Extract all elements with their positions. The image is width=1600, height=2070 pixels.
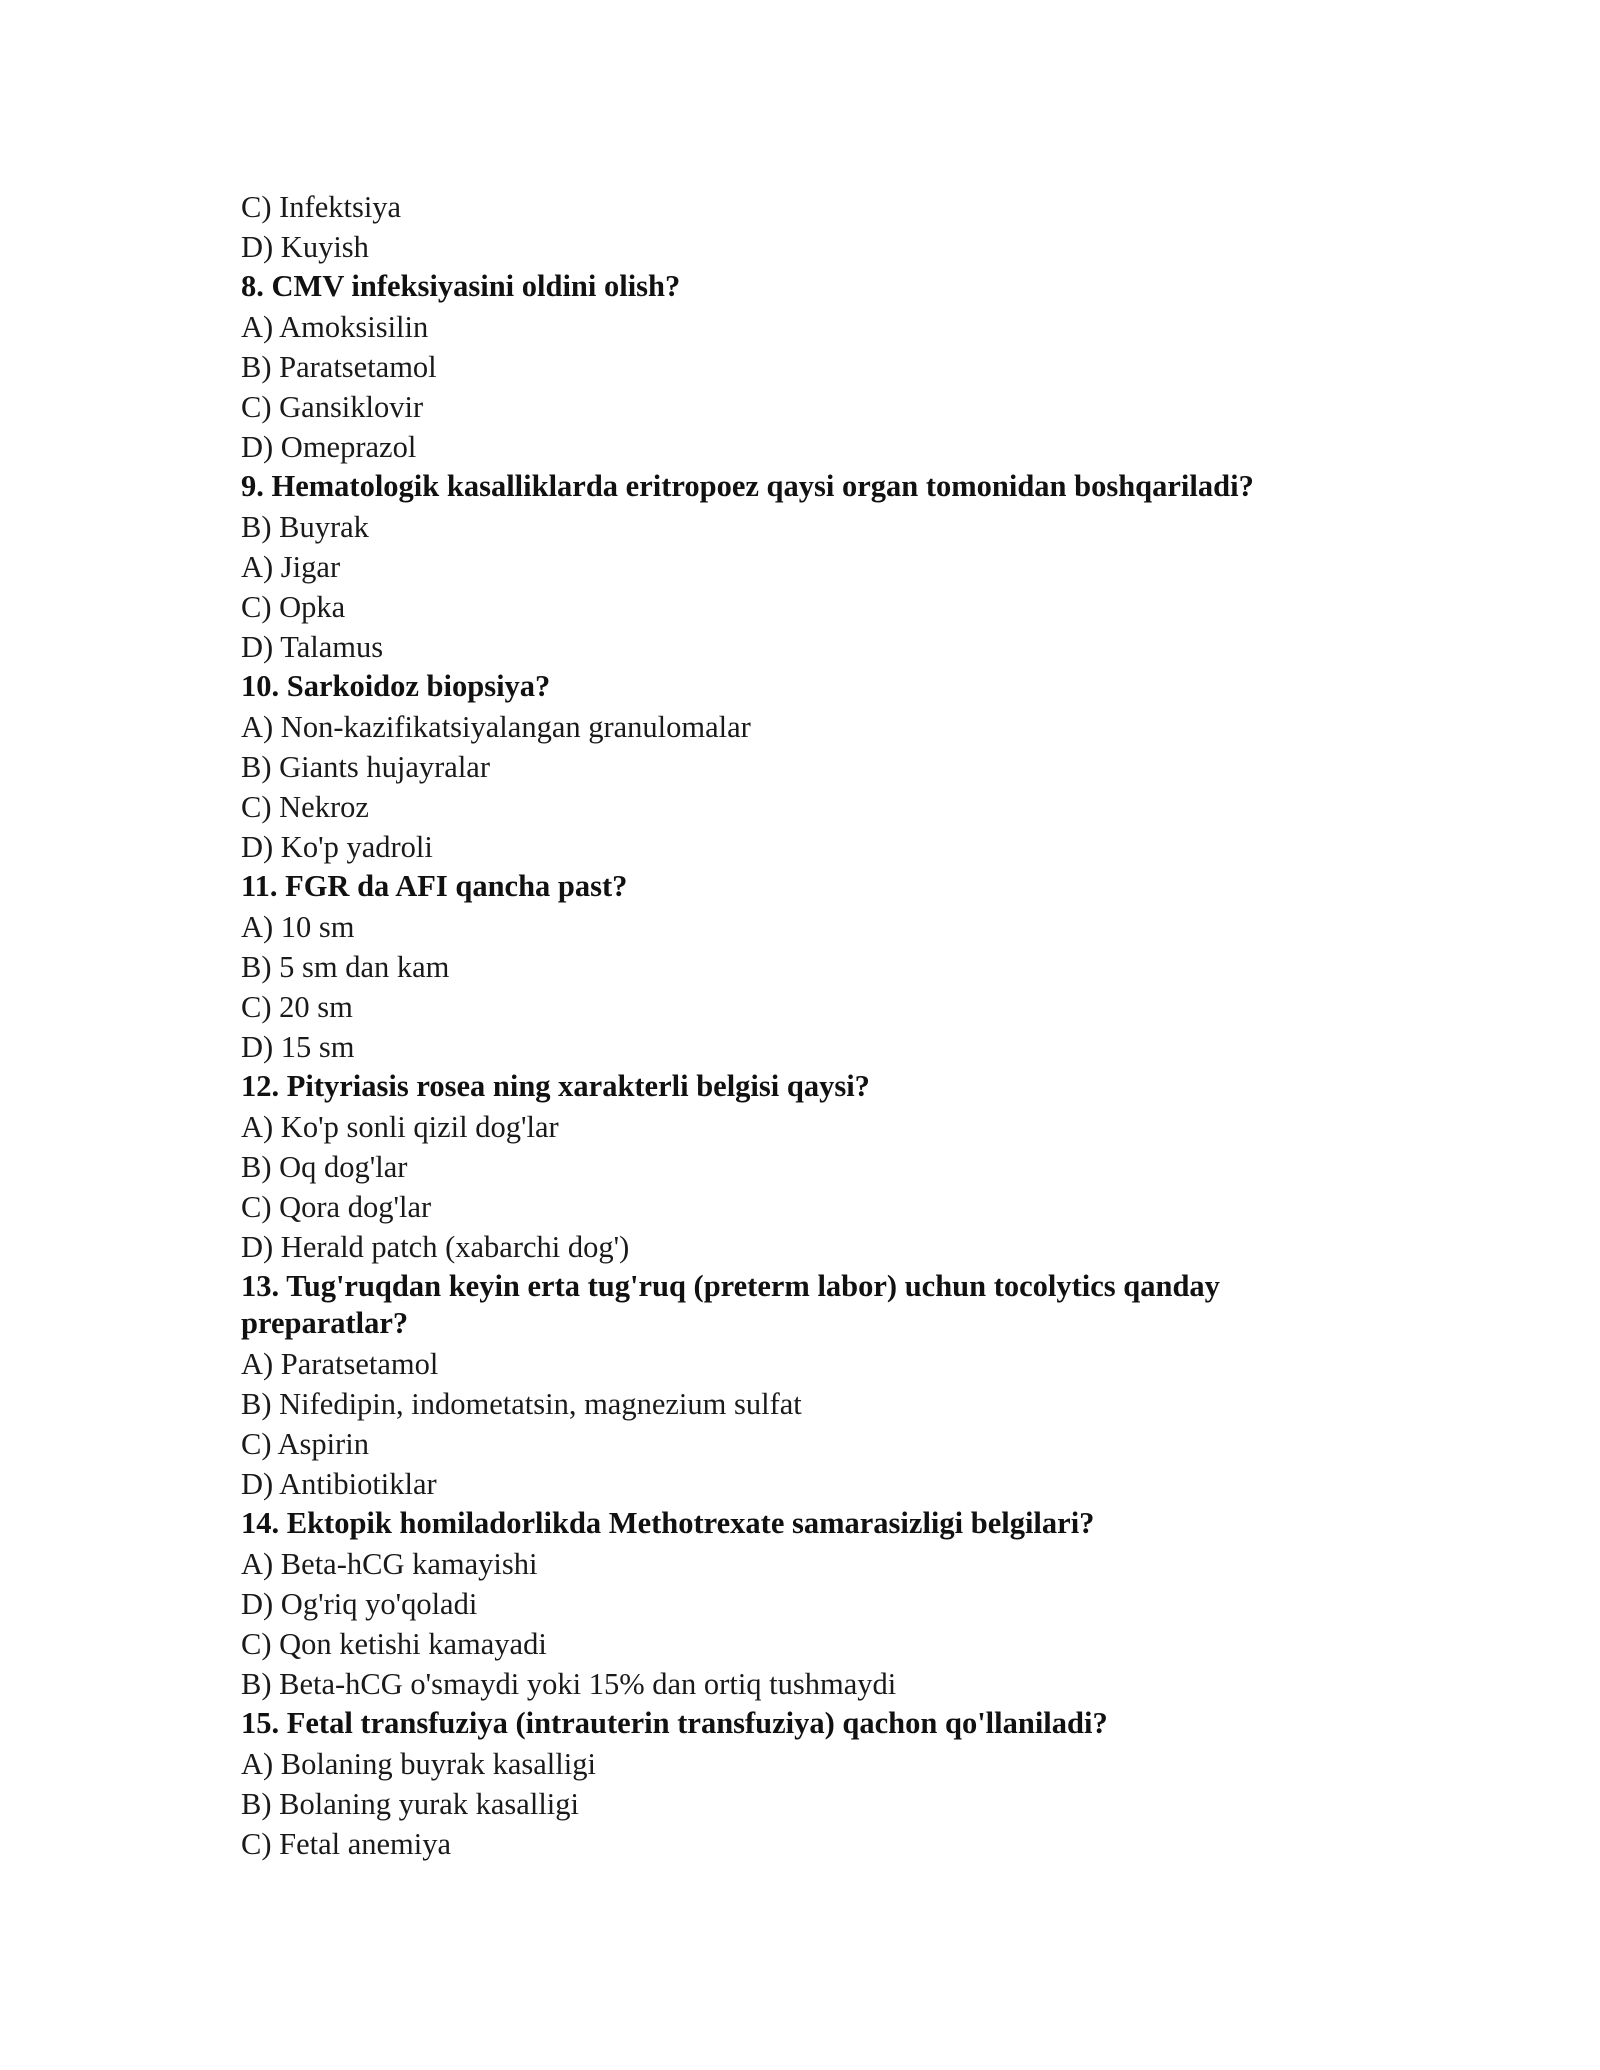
question-heading: 14. Ektopik homiladorlikda Methotrexate samarasizligi belgilari?	[241, 1506, 1095, 1540]
answer-option: D) Ko'p yadroli	[241, 830, 433, 864]
question-heading: 10. Sarkoidoz biopsiya?	[241, 669, 551, 703]
answer-option: A) Paratsetamol	[241, 1347, 439, 1381]
answer-option: D) Talamus	[241, 630, 384, 664]
question-heading: 13. Tug'ruqdan keyin erta tug'ruq (preterm labor) uchun tocolytics qanday preparatlar?	[241, 1269, 1220, 1340]
answer-option: B) Bolaning yurak kasalligi	[241, 1787, 579, 1821]
answer-option: C) Opka	[241, 590, 346, 624]
question-heading: 9. Hematologik kasalliklarda eritropoez qaysi organ tomonidan boshqariladi?	[241, 469, 1254, 503]
answer-option: D) Antibiotiklar	[241, 1467, 437, 1501]
answer-option: A) Non-kazifikatsiyalangan granulomalar	[241, 710, 751, 744]
question-list	[241, 187, 1361, 1864]
answer-option: C) Aspirin	[241, 1427, 369, 1461]
answer-option: A) Bolaning buyrak kasalligi	[241, 1747, 596, 1781]
answer-option: B) Giants hujayralar	[241, 750, 491, 784]
answer-option: D) Herald patch (xabarchi dog')	[241, 1230, 630, 1264]
answer-option: C) Infektsiya	[241, 190, 402, 224]
question-heading: 12. Pityriasis rosea ning xarakterli belgisi qaysi?	[241, 1069, 870, 1103]
answer-option: D) Omeprazol	[241, 430, 417, 464]
answer-option: B) Oq dog'lar	[241, 1150, 408, 1184]
answer-option: A) Beta-hCG kamayishi	[241, 1547, 538, 1581]
answer-option: A) 10 sm	[241, 910, 355, 944]
question-heading: 11. FGR da AFI qancha past?	[241, 869, 628, 903]
answer-option: C) Fetal anemiya	[241, 1827, 452, 1861]
answer-option: D) Kuyish	[241, 230, 369, 264]
question-heading: 8. CMV infeksiyasini oldini olish?	[241, 269, 681, 303]
answer-option: A) Jigar	[241, 550, 341, 584]
answer-option: D) Og'riq yo'qoladi	[241, 1587, 478, 1621]
answer-option: C) Qora dog'lar	[241, 1190, 432, 1224]
answer-option: A) Ko'p sonli qizil dog'lar	[241, 1110, 559, 1144]
answer-option: A) Amoksisilin	[241, 310, 429, 344]
answer-option: B) 5 sm dan kam	[241, 950, 450, 984]
answer-option: C) Nekroz	[241, 790, 369, 824]
answer-option: B) Paratsetamol	[241, 350, 437, 384]
question-heading: 15. Fetal transfuziya (intrauterin transfuziya) qachon qo'llaniladi?	[241, 1706, 1108, 1740]
answer-option: C) Gansiklovir	[241, 390, 424, 424]
answer-option: D) 15 sm	[241, 1030, 355, 1064]
answer-option: B) Nifedipin, indometatsin, magnezium sulfat	[241, 1387, 802, 1421]
answer-option: C) Qon ketishi kamayadi	[241, 1627, 547, 1661]
answer-option: B) Beta-hCG o'smaydi yoki 15% dan ortiq tushmaydi	[241, 1667, 897, 1701]
answer-option: C) 20 sm	[241, 990, 353, 1024]
answer-option: B) Buyrak	[241, 510, 369, 544]
